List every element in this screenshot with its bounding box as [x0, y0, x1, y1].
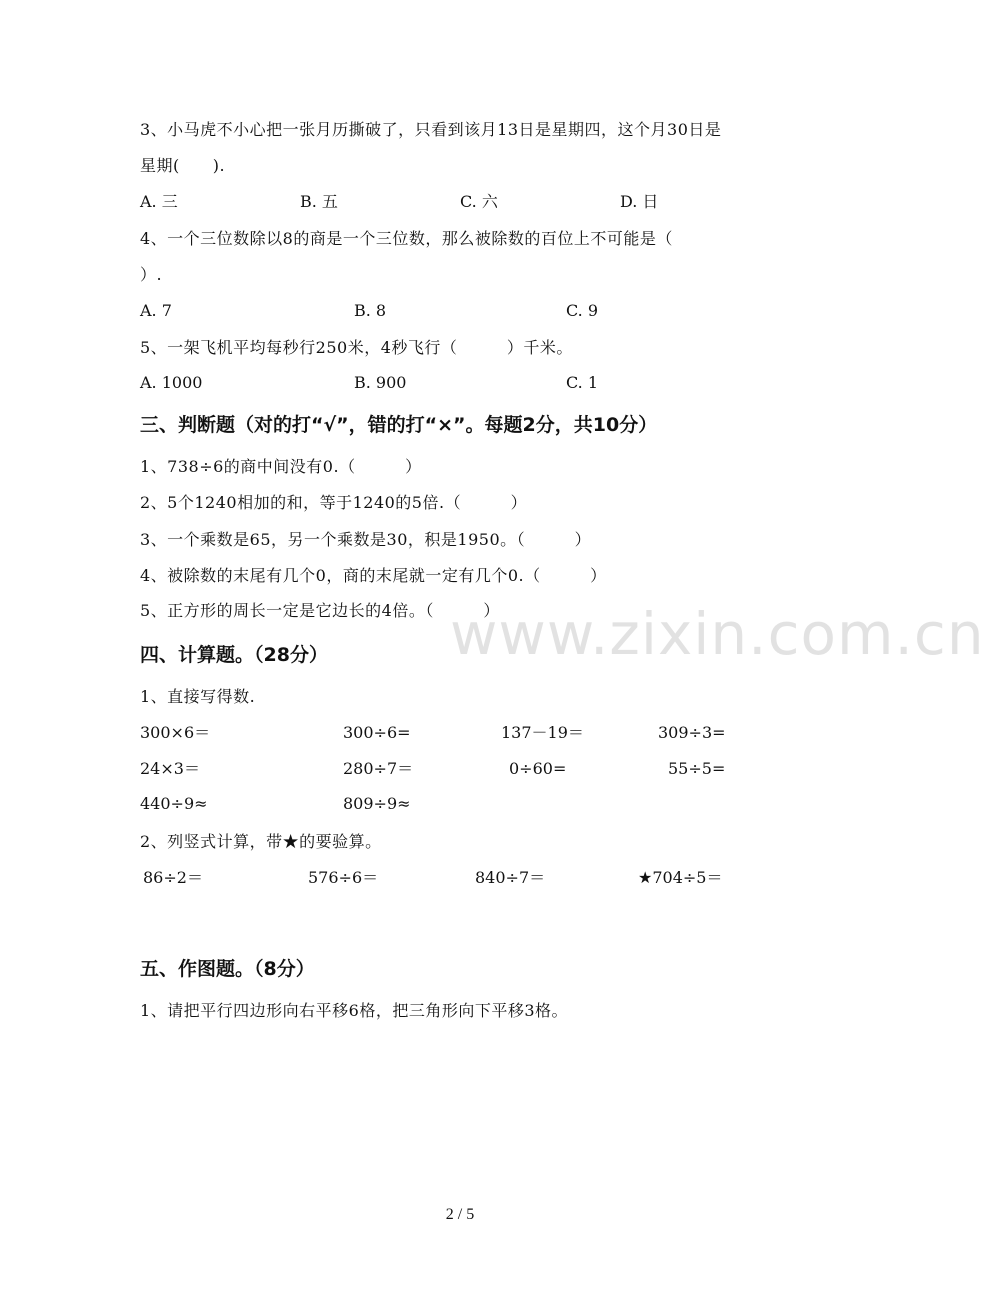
judge-item-4: 4、被除数的末尾有几个0，商的末尾就一定有几个0.（ ）	[140, 566, 607, 585]
drawing-q1: 1、请把平行四边形向右平移6格，把三角形向下平移3格。	[140, 1001, 569, 1020]
section-3-title: 三、判断题（对的打“√”，错的打“×”。每题2分，共10分）	[140, 414, 658, 436]
q5-option-c: C. 1	[566, 373, 599, 392]
section-4-title: 四、计算题。（28分）	[140, 644, 328, 666]
mental-calc-item: 440÷9≈	[140, 794, 208, 813]
q3-option-c: C. 六	[460, 192, 498, 211]
vertical-calc-item: ★704÷5＝	[638, 868, 723, 887]
question-5-stem: 5、一架飞机平均每秒行250米，4秒飞行（ ）千米。	[140, 338, 573, 357]
q5-option-a: A. 1000	[140, 373, 203, 392]
judge-item-5: 5、正方形的周长一定是它边长的4倍。（ ）	[140, 601, 500, 620]
mental-calc-item: 300÷6=	[343, 723, 411, 742]
q3-option-a: A. 三	[140, 192, 178, 211]
judge-item-3: 3、一个乘数是65，另一个乘数是30，积是1950。（ ）	[140, 530, 592, 549]
watermark: www.zixin.com.cn	[450, 600, 985, 668]
q5-option-b: B. 900	[354, 373, 407, 392]
vertical-calc-item: 576÷6＝	[308, 868, 379, 887]
vertical-calc-item: 86÷2＝	[143, 868, 203, 887]
judge-item-1: 1、738÷6的商中间没有0.（ ）	[140, 457, 422, 476]
page-number: 2 / 5	[445, 1206, 475, 1223]
judge-item-2: 2、5个1240相加的和，等于1240的5倍.（ ）	[140, 493, 528, 512]
q4-option-a: A. 7	[140, 301, 172, 320]
vertical-calc-item: 840÷7＝	[475, 868, 546, 887]
calc-q1-label: 1、直接写得数.	[140, 687, 256, 706]
mental-calc-item: 24×3＝	[140, 759, 200, 778]
mental-calc-item: 0÷60=	[509, 759, 567, 778]
question-4-stem-cont: ）.	[140, 265, 163, 284]
mental-calc-item: 137－19＝	[501, 723, 584, 742]
question-3-stem-cont: 星期( ).	[140, 156, 226, 175]
q4-option-c: C. 9	[566, 301, 599, 320]
mental-calc-item: 309÷3=	[658, 723, 726, 742]
calc-q2-label: 2、列竖式计算，带★的要验算。	[140, 832, 382, 851]
question-4-stem: 4、一个三位数除以8的商是一个三位数，那么被除数的百位上不可能是（	[140, 229, 673, 248]
section-5-title: 五、作图题。（8分）	[140, 958, 315, 980]
q3-option-d: D. 日	[620, 192, 659, 211]
mental-calc-item: 300×6＝	[140, 723, 211, 742]
q4-option-b: B. 8	[354, 301, 387, 320]
mental-calc-item: 280÷7＝	[343, 759, 414, 778]
q3-option-b: B. 五	[300, 192, 338, 211]
question-3-stem: 3、小马虎不小心把一张月历撕破了，只看到该月13日是星期四，这个月30日是	[140, 120, 722, 139]
mental-calc-item: 809÷9≈	[343, 794, 411, 813]
mental-calc-item: 55÷5=	[668, 759, 726, 778]
